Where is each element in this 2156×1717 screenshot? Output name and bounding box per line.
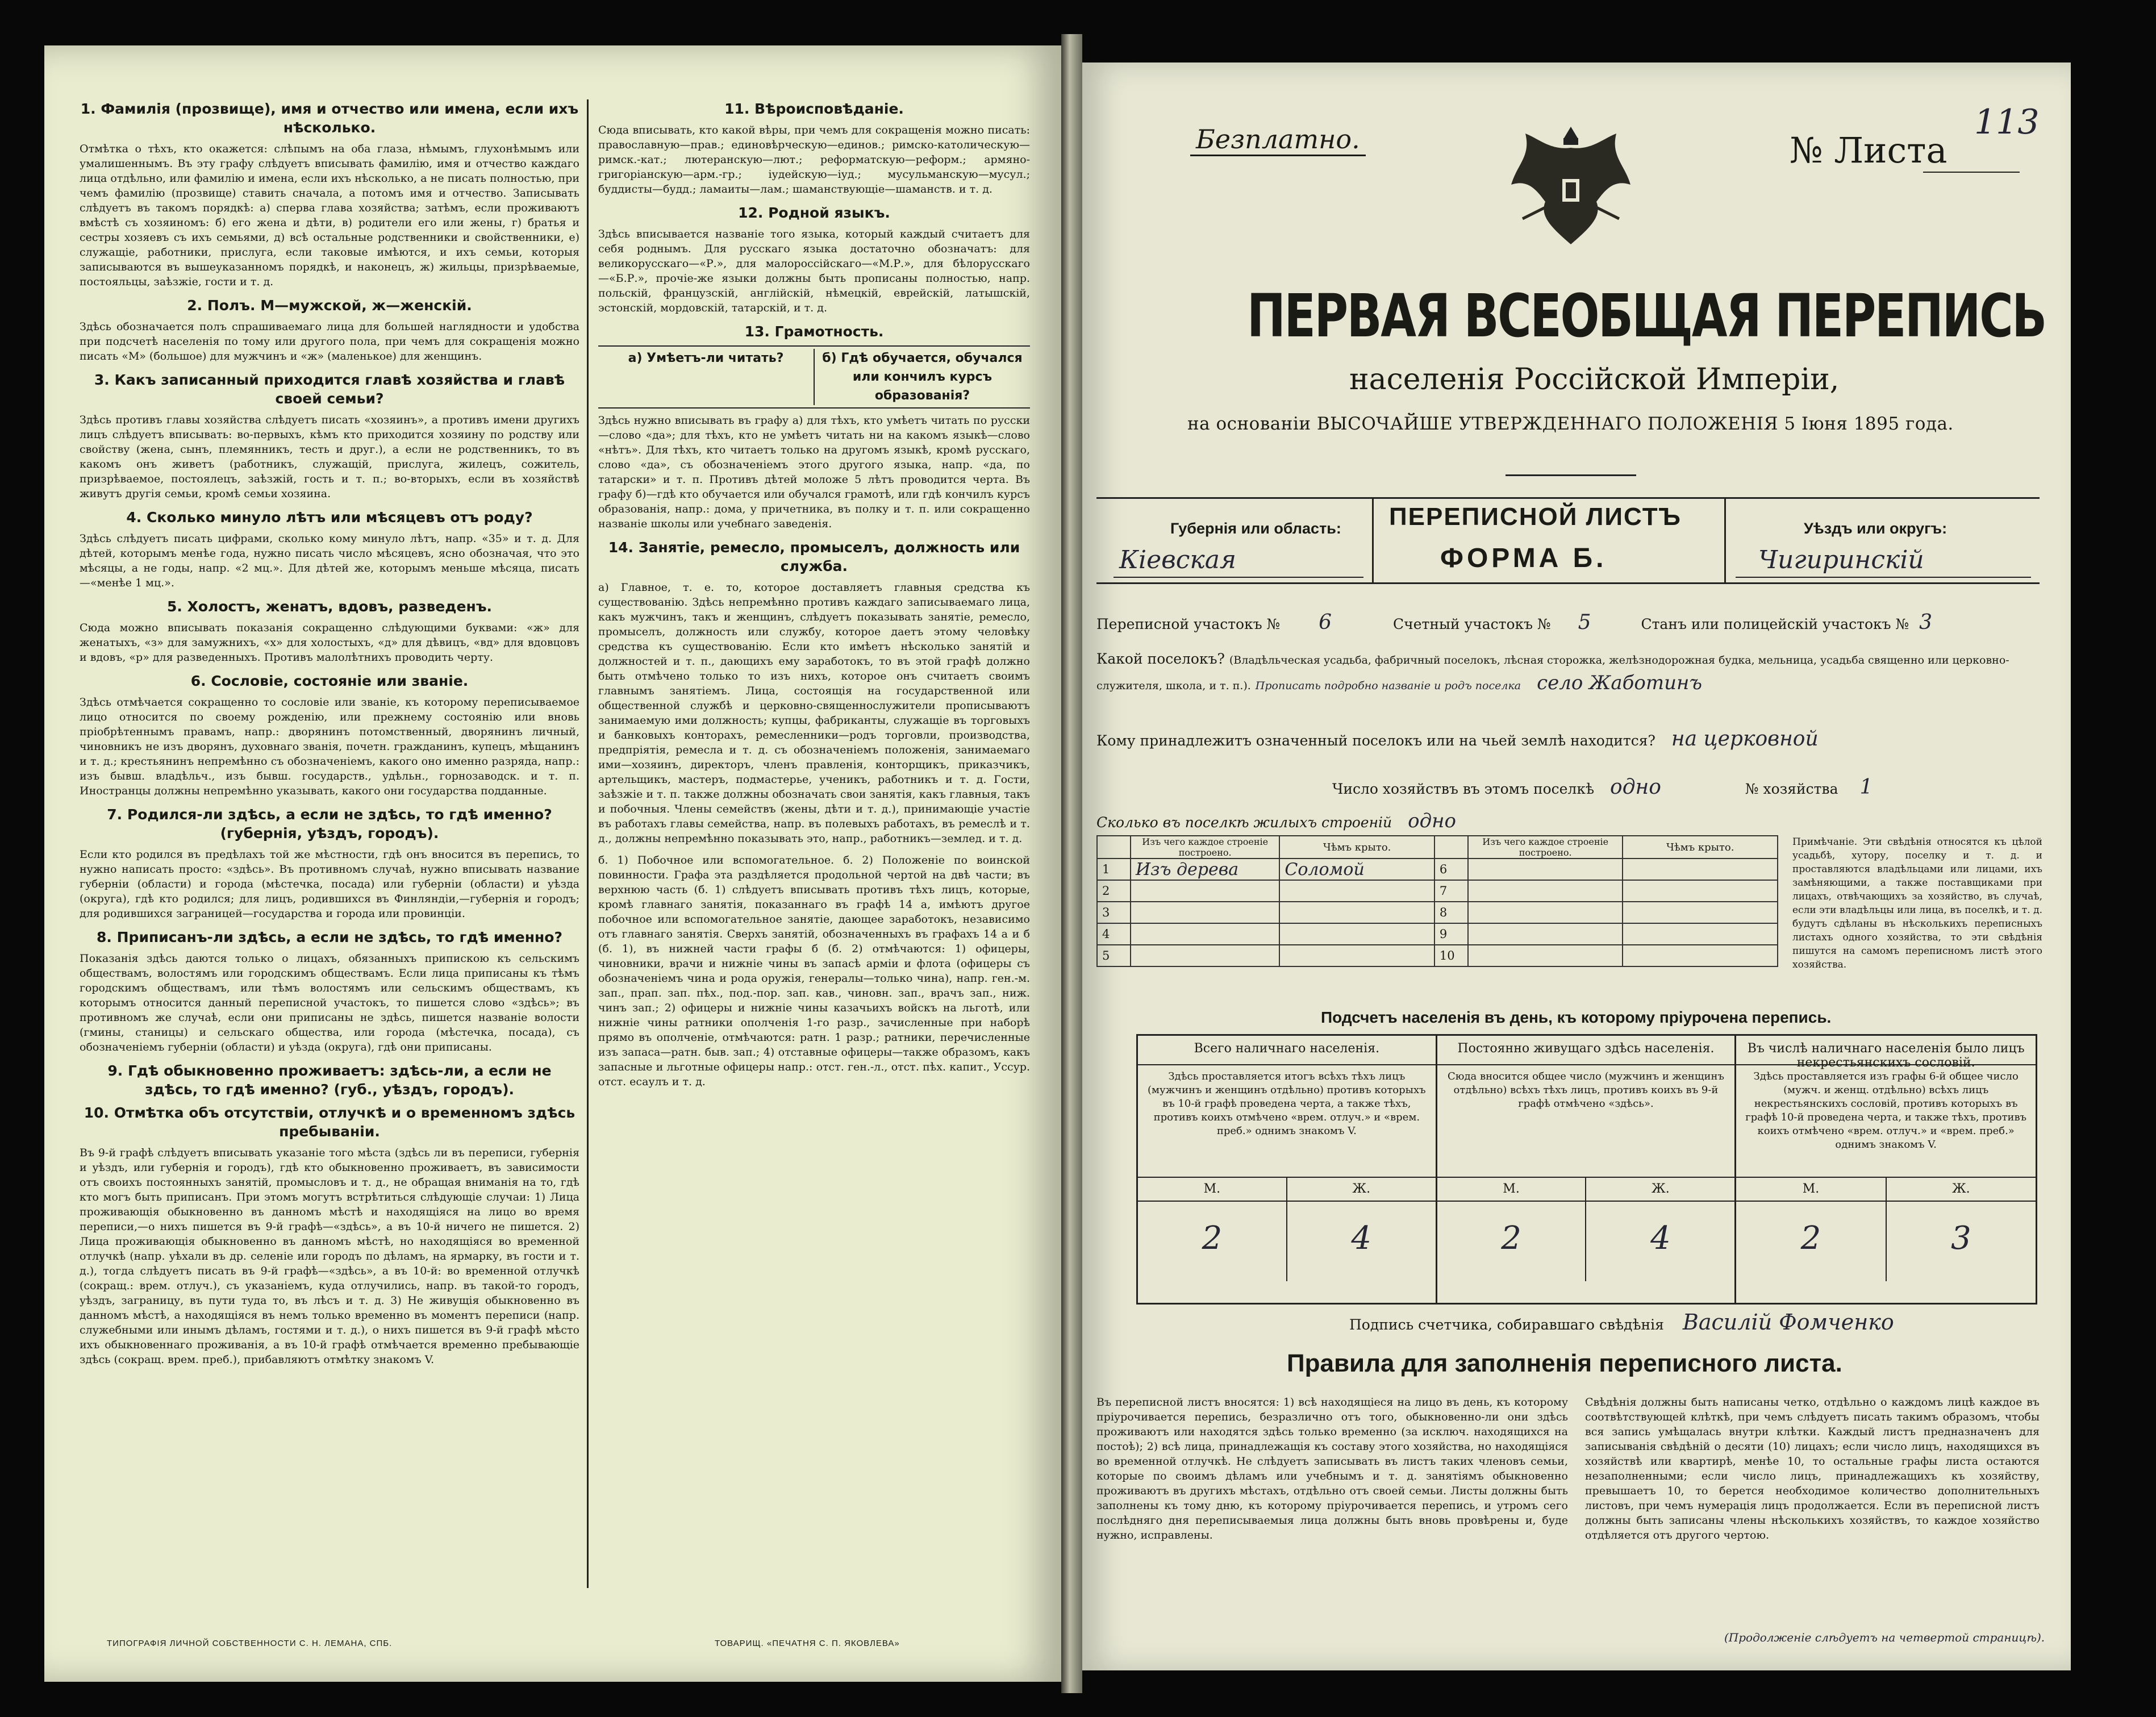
printer-imprint-left: ТИПОГРАФІЯ ЛИЧНОЙ СОБСТВЕННОСТИ С. Н. ЛЕМАНА, СПБ. xyxy=(107,1639,393,1648)
instructions-column-1 xyxy=(80,99,579,1588)
rules-continue-note: (Продолженіе слѣдуетъ на четвертой страницѣ). xyxy=(1724,1631,2045,1644)
count-column-desc: Сюда вносится общее число (мужчинъ и женщинъ отдѣльно) всѣхъ тѣхъ лицъ, противъ коихъ въ 9-й графѣ отмѣчено «здѣсь». xyxy=(1437,1065,1735,1178)
section-heading: 4. Сколько минуло лѣтъ или мѣсяцевъ отъ роду? xyxy=(126,509,533,526)
left-page-instructions xyxy=(44,45,1061,1682)
female-label: Ж. xyxy=(1951,1182,1970,1196)
section-text: Сюда можно вписывать показанія сокращенно слѣдующими буквами: «ж» для женатыхъ, «з» для замужнихъ, «х» для холостыхъ, «д» для дѣвицъ, «вд» для вдовцовъ и вдовъ, «р» для разведенныхъ. Противъ малолѣтнихъ проводить черту. xyxy=(80,622,579,664)
female-count-value: 4 xyxy=(1351,1220,1372,1257)
female-label: Ж. xyxy=(1352,1182,1371,1196)
count-column-desc: Здѣсь проставляется итогъ всѣхъ тѣхъ лицъ (мужчинъ и женщинъ отдѣльно) противъ которыхъ въ 10-й графѣ проведена черта, а также тѣхъ, противъ коихъ отмѣчено «врем. отлуч.» и «врем. преб.» однимъ знакомъ V. xyxy=(1138,1065,1436,1178)
population-count-column xyxy=(1138,1036,1437,1303)
rules-left-text: Въ переписной листъ вносятся: 1) всѣ находящіеся на лицо въ день, къ которому пріурочивается перепись, безразлично отъ того, обыкновенно-ли они здѣсь проживаютъ или находятся здѣсь только временно (за исключ. находящихся на постоѣ); 2) всѣ лица, принадлежащія къ составу этого хозяйства, но находящіяся во временной отлучкѣ. Не слѣдуетъ записывать въ листъ таких членовъ семьи, которые по своимъ дѣламъ или учебнымъ и т. д. занятіямъ обыкновенно проживаютъ въ другихъ мѣстахъ, отдѣльно отъ своей семьи. Листы должны быть заполнены къ тому дню, къ которому пріурочивается перепись, и утромъ сего послѣдняго дня переписываемыя лица должны быть вновь провѣрены и, буде нужно, исправлены. xyxy=(1096,1396,1568,1541)
section-heading: 3. Какъ записанный приходится главѣ хозяйства и главѣ своей семьи? xyxy=(94,372,565,407)
households-value: одно xyxy=(1610,776,1661,799)
precinct-line xyxy=(1096,611,2034,634)
uezd-value: Чигиринскій xyxy=(1758,545,1924,574)
literacy-subheading: а) Умѣетъ-ли читать? xyxy=(598,349,815,405)
household-number-label: № хозяйства xyxy=(1745,781,1838,797)
printer-imprint-right: ТОВАРИЩ. «ПЕЧАТНЯ С. П. ЯКОВЛЕВА» xyxy=(715,1639,900,1648)
owner-value: на церковной xyxy=(1671,727,1819,751)
buildings-material-value xyxy=(1131,923,1279,945)
section-heading: 1. Фамилія (прозвище), имя и отчество или имена, если ихъ нѣсколько. xyxy=(80,101,579,136)
census-subtitle: населенія Россійской Имперіи, xyxy=(1349,362,1840,397)
rules-right-text: Свѣдѣнія должны быть написаны четко, отдѣльно о каждомъ лицѣ каждое въ соотвѣтствующей клѣткѣ, при чемъ слѣдуетъ писать такимъ образомъ, чтобы вся запись умѣщалась внутри клѣтки. Каждый листъ предназначенъ для записыванія свѣдѣній о десяти (10) лицахъ; если число лицъ, находящихся въ хозяйствѣ или квартирѣ, менѣе 10, то остальные графы листа остаются незаполненными; если число лицъ, принадлежащихъ къ хозяйству, превышаетъ 10, то берется необходимое количество дополнительныхъ листовъ, при чемъ нумерація лицъ продолжается. Если въ переписной листъ должны быть записаны члены нѣсколькихъ хозяйствъ, то каждое хозяйство отдѣляется отъ другого чертою. xyxy=(1585,1396,2040,1541)
owner-label: Кому принадлежитъ означенный поселокъ или на чьей землѣ находится? xyxy=(1096,732,1655,749)
section-text: Здѣсь вписывается названіе того языка, который каждый считаетъ для себя роднымъ. Для русскаго языка достаточно обозначатъ: для великорусскаго—«Р.», для малороссійскаго—«М.Р.», для бѣлорусскаго—«Б.Р.», прочіе-же языки должны быть прописаны полностью, напр. польскій, французскій, англійскій, нѣмецкій, еврейскій, латышскій, эстонскій, мордовскій, татарскій, и т. д. xyxy=(598,228,1030,314)
buildings-roof-value xyxy=(1623,923,1778,945)
free-label: Безплатно. xyxy=(1190,124,1366,156)
male-count-value: 2 xyxy=(1138,1202,1287,1281)
household-number-value: 1 xyxy=(1859,776,1873,799)
sheet-number-value: 113 xyxy=(1974,102,2040,142)
buildings-material-value xyxy=(1468,880,1623,902)
buildings-material-value xyxy=(1131,945,1279,966)
imperial-eagle-emblem xyxy=(1506,116,1636,256)
section-heading: 7. Родился-ли здѣсь, а если не здѣсь, то гдѣ именно? (губернія, уѣздъ, городъ). xyxy=(107,806,552,841)
signature-label: Подпись счетчика, собиравшаго свѣдѣнія xyxy=(1349,1316,1664,1333)
count-column-head: Всего наличнаго населенія. xyxy=(1138,1036,1436,1065)
section-text: Если кто родился въ предѣлахъ той же мѣстности, гдѣ онъ вносится въ перепись, то нужно написать просто: «здѣсь». Въ противномъ случаѣ, нужно вписывать название губерніи (области) и города (мѣстечка, посада) или губерніи (области) и уѣзда (округа), гдѣ кто родился; для лицъ, родившихся въ Финляндіи,—губернія и городъ; для родившихся заграницей—государства и города или провинціи. xyxy=(80,848,579,920)
count-values xyxy=(1138,1202,1436,1281)
section-heading: 11. Вѣроисповѣданіе. xyxy=(724,101,904,117)
count-mf-header xyxy=(1736,1178,2036,1202)
count-mf-header xyxy=(1437,1178,1735,1202)
section-heading: 2. Полъ. М—мужской, ж—женскій. xyxy=(187,297,472,314)
sheet-number-label: № Листа xyxy=(1790,130,1948,171)
stan-label: Станъ или полицейскій участокъ № xyxy=(1641,616,1909,632)
buildings-roof-value xyxy=(1279,880,1434,902)
buildings-row-number: 3 xyxy=(1097,902,1131,923)
form-title-line1: ПЕРЕПИСНОЙ ЛИСТЪ xyxy=(1389,503,1682,531)
buildings-row xyxy=(1097,902,1778,923)
count-values xyxy=(1736,1202,2036,1281)
buildings-line xyxy=(1096,810,1456,832)
schetny-uchastok-value: 5 xyxy=(1578,611,1591,634)
buildings-value: одно xyxy=(1408,810,1456,832)
section-heading: 6. Сословіе, состояніе или званіе. xyxy=(190,673,469,689)
buildings-material-value xyxy=(1468,945,1623,966)
buildings-roof-value xyxy=(1279,902,1434,923)
section-text: Здѣсь обозначается полъ спрашиваемаго лица для большей наглядности и удобства при подсчетѣ населенія по тому или другого пола, при чемъ для сокращенія можно писать «М» (большое) для мужчинъ и «ж» (маленькое) для женщинъ. xyxy=(80,320,579,362)
population-count-column xyxy=(1736,1036,2036,1303)
section-heading: 13. Грамотность. xyxy=(744,323,884,340)
header-box-bottom xyxy=(1096,582,2040,584)
signature-line xyxy=(1349,1310,1894,1335)
section-heading: 5. Холостъ, женатъ, вдовъ, разведенъ. xyxy=(166,598,493,615)
owner-line xyxy=(1096,727,2034,751)
buildings-header-roof-left: Чѣмъ крыто. xyxy=(1279,836,1434,858)
female-label: Ж. xyxy=(1652,1182,1670,1196)
section-heading: 10. Отмѣтка объ отсутствіи, отлучкѣ и о временномъ здѣсь пребываніи. xyxy=(84,1105,576,1140)
poselok-line xyxy=(1096,648,2034,697)
buildings-material-value xyxy=(1468,902,1623,923)
buildings-material-value xyxy=(1468,923,1623,945)
buildings-row-number: 4 xyxy=(1097,923,1131,945)
section-text: Здѣсь слѣдуетъ писать цифрами, сколько кому минуло лѣтъ, напр. «35» и т. д. Для дѣтей, которымъ менѣе года, нужно писать число мѣсяцевъ, ясно обозначая, что это мѣсяцы, а не годы, напр. «2 мц.». Для дѣтей же, которымъ меньше мѣсяца, писать—«менѣе 1 мц.». xyxy=(80,532,579,589)
section-text: а) Главное, т. е. то, которое доставляетъ главныя средства къ существованію. Здѣсь непремѣнно противъ каждаго записываемаго лица, какъ мужчинъ, такъ и женщинъ, слѣдуетъ показывать занятіе, ремесло, промыселъ, должность или службу, которое даетъ этому человѣку средства къ существованію. Если кто имѣетъ нѣсколько занятій и должностей и т. п., дающихъ ему заработокъ, то въ этой графѣ должно быть отмѣчено только то изъ нихъ, которое онъ считаетъ своимъ главнымъ занятіемъ. Лица, состоящія на государственной или общественной службѣ и церковно-священнослужители прописываютъ занимаемую ими должность; купцы, фабриканты, служащіе въ торговыхъ и банковыхъ конторахъ, ремесленники—родъ торговли, производства, предпріятія, ремесла и т. д. съ обозначеніемъ положенія, занимаемаго ими—хозяинъ, директоръ, членъ правленія, конторщикъ, приказчикъ, артельщикъ, мастеръ, подмастерье, ученикъ, работникъ и т. д. Гости, заѣзжіе и т. п. также должны обозначать свои занятія, какъ главныя, такъ и побочныя. Члены семействъ (жены, дѣти и т. д.), принимающіе участіе въ работахъ главы семейства, напр. въ полевыхъ работахъ, въ ремеслѣ и т. д., должны непремѣнно показывать это, напр., работникъ—землед. и т. д. xyxy=(598,581,1030,845)
buildings-header-material-right: Изъ чего каждое строеніе построено. xyxy=(1468,836,1623,858)
male-count-value: 2 xyxy=(1736,1202,1886,1281)
buildings-row-number: 5 xyxy=(1097,945,1131,966)
section-text: Здѣсь нужно вписывать въ графу а) для тѣхъ, кто умѣетъ читать по русски—слово «да»; для тѣхъ, кто не умѣетъ читать ни на какомъ языкѣ—слово «нѣтъ». Для тѣхъ, кто читаетъ только на другомъ языкѣ, кромѣ русскаго, слово «да», съ обозначеніемъ этого другого языка, напр. «да, по татарски» и т. п. Противъ дѣтей моложе 5 лѣтъ проводится черта. Въ графу б)—гдѣ кто обучается или обучался грамотѣ, или гдѣ кончилъ курсъ образованія, напр.: дома, у причетника, въ полку и т. п. или сокращенно названіе школы или учебнаго заведенія. xyxy=(598,414,1030,530)
buildings-row-number: 9 xyxy=(1434,923,1468,945)
buildings-row xyxy=(1097,880,1778,902)
buildings-material-value: Изъ дерева xyxy=(1131,858,1279,880)
count-values xyxy=(1437,1202,1735,1281)
section-text: б. 1) Побочное или вспомогательное. б. 2) Положеніе по воинской повинности. Графа эта раздѣляется продольной чертой на двѣ части; въ верхнюю часть (б. 1) слѣдуетъ вписывать противъ тѣхъ лицъ, которые, кромѣ главнаго занятія, показаннаго въ графѣ 14 а, имѣютъ другое побочное или вспомогательное занятіе, дающее заработокъ, независимо отъ главнаго занятія. Сверхъ занятій, обозначенныхъ въ графахъ 14 а и б (б. 1), въ нижней части графы б (б. 2) отмѣчаются: 1) офицеры, чиновники, врачи и нижніе чины въ запасѣ армiи и флота (офицеры съ обозначеніемъ чина и рода оружія, генералы—только чина), напр. ген.-м. зап., прап. зап. пѣх., под.-пор. зап. кав., чиновн. зап., врачъ зап., ниж. чинъ зап.; 2) офицеры и нижніе чины казачьихъ войскъ на льготѣ, или нижніе чины ратники ополченія 1-го разр., зачисленные при наборѣ прямо въ ополченіе, отмѣчаются: ратн. 1 разр.; ратники, перечисленные изъ запаса—ратн. быв. зап.; 4) отставные офицеры—также образомъ, какъ запасные и льготные офицеры напр.: отст. ген.-л., отст. пѣх. капит., Уссур. отст. есаулъ и т. д. xyxy=(598,854,1030,1088)
section-heading: 8. Приписанъ-ли здѣсь, а если не здѣсь, то гдѣ именно? xyxy=(97,929,562,945)
uezd-underline xyxy=(1736,577,2031,578)
literacy-subheading: б) Гдѣ обучается, обучался или кончилъ курсъ образованія? xyxy=(822,351,1023,403)
book-spine xyxy=(1061,34,1082,1693)
buildings-row-number: 2 xyxy=(1097,880,1131,902)
buildings-row-number: 8 xyxy=(1434,902,1468,923)
buildings-label: Сколько въ поселкѣ жилыхъ строеній xyxy=(1096,814,1392,831)
instructions-column-2 xyxy=(598,99,1030,1588)
literacy-subheadings xyxy=(598,345,1030,409)
population-count-column xyxy=(1437,1036,1737,1303)
signature-value: Василій Фомченко xyxy=(1682,1310,1894,1335)
population-count-title: Подсчетъ населенія въ день, къ которому пріурочена перепись. xyxy=(1321,1008,1832,1026)
buildings-row-number: 7 xyxy=(1434,880,1468,902)
buildings-roof-value: Соломой xyxy=(1279,858,1434,880)
buildings-table-body xyxy=(1097,858,1778,966)
buildings-roof-value xyxy=(1279,945,1434,966)
buildings-row xyxy=(1097,945,1778,966)
sheet-number-underline xyxy=(1923,172,2020,173)
buildings-header-material-left: Изъ чего каждое строеніе построено. xyxy=(1131,836,1279,858)
header-box-divider-2 xyxy=(1724,497,1726,584)
buildings-row-number: 10 xyxy=(1434,945,1468,966)
buildings-note: Примѣчаніе. Эти свѣдѣнія относятся къ цѣлой усадьбѣ, хутору, поселку и т. д. и проставляются владѣльцами или лицами, ихъ замѣняющими, а также поставщиками при лицахъ, отвѣчающихъ за хозяйство, въ случаѣ, если эти владѣльцы или лица, въ поселкѣ, и т. д. будутъ сдѣланы въ нѣсколькихъ переписныхъ листахъ одного хозяйства, то эти свѣдѣнія пишутся на самомъ переписномъ листѣ этого хозяйства. xyxy=(1792,836,2042,970)
section-text: Въ 9-й графѣ слѣдуетъ вписывать указаніе того мѣста (здѣсь ли въ переписи, губернія и уѣздъ, или губернія и городъ), гдѣ кто обыкновенно проживаетъ, въ зависимости отъ своихъ постоянныхъ занятій, промысловъ и т. д., не обращая вниманія на то, гдѣ кто могъ быть приписанъ. При этомъ могутъ встрѣтиться слѣдующіе случаи: 1) Лица проживающія обыкновенно въ данномъ мѣстѣ и находящіяся на лицо во время переписи,—о нихъ пишется въ 9-й графѣ—«здѣсь», а въ 10-й ничего не пишется. 2) Лица проживающія обыкновенно въ данномъ мѣстѣ, но находящіяся во временной отлучкѣ (напр. уѣхали въ др. селеніе или городъ по дѣламъ, на ярмарку, въ гости и т. д.), тогда слѣдуетъ писать въ 9-й графѣ—«здѣсь», а въ 10-й: во временной отлучкѣ (сокращ.: врем. отлуч.), съ указаніемъ, куда отлучились, напр. въ такой-то городъ, уѣздъ, заграницу, въ пути туда то, въ лѣсъ и т. д. 3) Не живущія обыкновенно въ данномъ мѣстѣ, а находящіяся въ немъ только временно въ моментъ переписи (напр. служебными или инымъ дѣламъ, гостями и т. д.), о нихъ пишется въ 9-й графѣ мѣсто ихъ обыкновеннаго проживанія, а въ 10-й графѣ отмѣчается временно пребывающіе здѣсь (сокращ. врем. преб.), прибавляютъ отмѣтку знакомъ V. xyxy=(80,1147,579,1366)
buildings-row xyxy=(1097,858,1778,880)
buildings-row-number: 1 xyxy=(1097,858,1131,880)
buildings-roof-value xyxy=(1623,902,1778,923)
title-rule xyxy=(1506,474,1636,476)
male-label: М. xyxy=(1437,1178,1587,1201)
male-label: М. xyxy=(1138,1178,1287,1201)
buildings-header-roof-right: Чѣмъ крыто. xyxy=(1623,836,1778,858)
gubernia-value: Кіевская xyxy=(1119,545,1237,574)
count-column-head: Постоянно живущаго здѣсь населенія. xyxy=(1437,1036,1735,1065)
female-count-value: 4 xyxy=(1650,1220,1671,1257)
households-line xyxy=(1332,776,2037,799)
section-text: Здѣсь отмѣчается сокращенно то сословіе или званіе, къ которому переписываемое лицо относится по своему рожденію, или прежнему состоянію или вновь пріобрѣтеннымъ правамъ, напр.: дворянинъ потомственный, дворянинъ личный, чиновникъ не изъ дворянъ, духовнаго званія, почетн. гражданинъ, купецъ, мѣщанинъ и т. д.; крестьянинъ непремѣнно съ обозначеніемъ, какого оно именно разряда, напр.: изъ бывш. владѣльч., изъ бывш. государств., удѣльн., горнозаводск. и т. п. Иностранцы должны непремѣнно указывать, какого они государства подданные. xyxy=(80,696,579,797)
poselok-note: (Владѣльческая усадьба, фабричный поселокъ, лѣсная сторожка, желѣзнодорожная будка, мельница, усадьба священно или церковно-служителя, школа, и т. п.). xyxy=(1096,654,2009,692)
count-mf-header xyxy=(1138,1178,1436,1202)
gubernia-underline xyxy=(1114,577,1363,578)
section-heading: 9. Гдѣ обыкновенно проживаетъ: здѣсь-ли, а если не здѣсь, то гдѣ именно? (губ., уѣздъ, городъ). xyxy=(107,1062,552,1098)
section-text: Показанія здѣсь даются только о лицахъ, обязанныхъ припискою къ сельскимъ обществамъ, волостямъ или городскимъ обществамъ. Если лица приписаны къ тѣмъ городскимъ обществамъ, или тѣмъ волостямъ или сельскимъ обществамъ, къ которымъ относится данный переписной участокъ, то пишется слово «здѣсь»; въ противномъ же случаѣ, если они приписаны не здѣсь, пишется названіе волости (гмины, станицы) и сельскаго общества, или города (мѣстечка, посада), съ обозначеніемъ губерніи (области) и уѣзда (округа), гдѣ они приписаны. xyxy=(80,952,579,1053)
schetny-uchastok-label: Счетный участокъ № xyxy=(1393,616,1551,632)
buildings-roof-value xyxy=(1623,858,1778,880)
uezd-label: Уѣздъ или округъ: xyxy=(1804,520,1948,537)
buildings-table xyxy=(1096,835,1778,967)
buildings-roof-value xyxy=(1623,880,1778,902)
perepisnoi-uchastok-label: Переписной участокъ № xyxy=(1096,616,1281,632)
buildings-material-value xyxy=(1468,858,1623,880)
male-label: М. xyxy=(1736,1178,1886,1201)
poselok-value: село Жаботинъ xyxy=(1537,672,1703,694)
poselok-label: Какой поселокъ? xyxy=(1096,651,1225,667)
rules-title: Правила для заполненія переписного листа. xyxy=(1287,1349,1842,1377)
right-page-census-form xyxy=(1082,62,2071,1670)
header-box-divider-1 xyxy=(1372,497,1374,584)
section-text: Здѣсь противъ главы хозяйства слѣдуетъ писать «хозяинъ», а противъ имени другихъ лицъ слѣдуетъ вписывать: во-первыхъ, кѣмъ кто приходится хозяину по родству или свойству (жена, сынъ, племянникъ, тесть и друг.), а если не родственникъ, то въ какомъ онъ живетъ (работникъ, служащій, прислуга, жилецъ, сожитель, призрѣваемое, постоялецъ, заѣзжій, гость и т. п.; во-вторыхъ, если въ хозяйствѣ живутъ другія семьи, кромѣ семьи хозяина. xyxy=(80,414,579,500)
stan-value: 3 xyxy=(1919,611,1933,634)
count-column-head: Въ числѣ наличнаго населенія было лицъ некрестьянскихъ сословій. xyxy=(1736,1036,2036,1065)
gubernia-label: Губернія или область: xyxy=(1170,520,1341,537)
buildings-material-value xyxy=(1131,880,1279,902)
households-label: Число хозяйствъ въ этомъ поселкѣ xyxy=(1332,781,1595,797)
section-text: Отмѣтка о тѣхъ, кто окажется: слѣпымъ на оба глаза, нѣмымъ, глухонѣмымъ или умалишеннымъ. Въ эту графу слѣдуетъ вписывать фамилію, имя и отчество каждаго лица отдѣльно, или фамилію и имена, если ихъ нѣсколько, а не писать полностью, при чемъ фамилію (прозвище) ставить сначала, а потомъ имя и отчество. Записывать слѣдуетъ въ такомъ порядкѣ: а) сперва глава хозяйства; затѣмъ, если проживаютъ вмѣстѣ съ хозяиномъ: б) его жена и дѣти, в) родители его или жены, г) братья и сестры хозяевъ съ ихъ семьями, д) всѣ остальные родственники и свойственники, е) служащіе, работники, прислуга, если таковые имѣются, и ихъ семьи, которыя записываются въ вышеуказанномъ порядкѣ, и наконецъ, ж) жильцы, призрѣваемые, постояльцы, заѣзжіе, гости и т. д. xyxy=(80,143,579,288)
column-divider xyxy=(587,99,589,1588)
section-heading: 12. Родной языкъ. xyxy=(738,205,890,221)
section-text: Сюда вписывать, кто какой вѣры, при чемъ для сокращенія можно писать: православную—прав.; единовѣрческую—единов.; римско-католическую—римск.-кат.; лютеранскую—лют.; реформатскую—реформ.; армяно-григоріанскую—арм.-гр.; іудейскую—іуд.; мусульманскую—мусул.; буддисты—будд.; ламаиты—лам.; шаманствующіе—шаманств. и т. д. xyxy=(598,124,1030,195)
population-count-table xyxy=(1136,1034,2037,1305)
male-count-value: 2 xyxy=(1437,1202,1587,1281)
perepisnoi-uchastok-value: 6 xyxy=(1319,611,1332,634)
buildings-roof-value xyxy=(1279,923,1434,945)
census-title: ПЕРВАЯ ВСЕОБЩАЯ ПЕРЕПИСЬ xyxy=(1247,281,2046,351)
form-title-line2: ФОРМА Б. xyxy=(1440,543,1607,573)
count-column-desc: Здѣсь проставляется изъ графы 6-й общее число (мужч. и женщ. отдѣльно) всѣхъ лицъ некрестьянскихъ сословій, противъ которыхъ въ графѣ 10-й проведена черта, и также тѣхъ, противъ коихъ отмѣчено «врем. отлуч.» и «врем. преб.» однимъ знакомъ V. xyxy=(1736,1065,2036,1178)
buildings-material-value xyxy=(1131,902,1279,923)
buildings-roof-value xyxy=(1623,945,1778,966)
poselok-note-2: Прописать подробно названіе и родъ поселка xyxy=(1255,680,1521,692)
census-basis-line: на основаніи ВЫСОЧАЙШЕ УТВЕРЖДЕННАГО ПОЛОЖЕНІЯ 5 Іюня 1895 года. xyxy=(1187,414,1954,434)
female-count-value: 3 xyxy=(1951,1220,1971,1257)
buildings-row-number: 6 xyxy=(1434,858,1468,880)
header-box-top xyxy=(1096,497,2040,499)
section-heading: 14. Занятіе, ремесло, промыселъ, должность или служба. xyxy=(608,539,1020,574)
buildings-row xyxy=(1097,923,1778,945)
